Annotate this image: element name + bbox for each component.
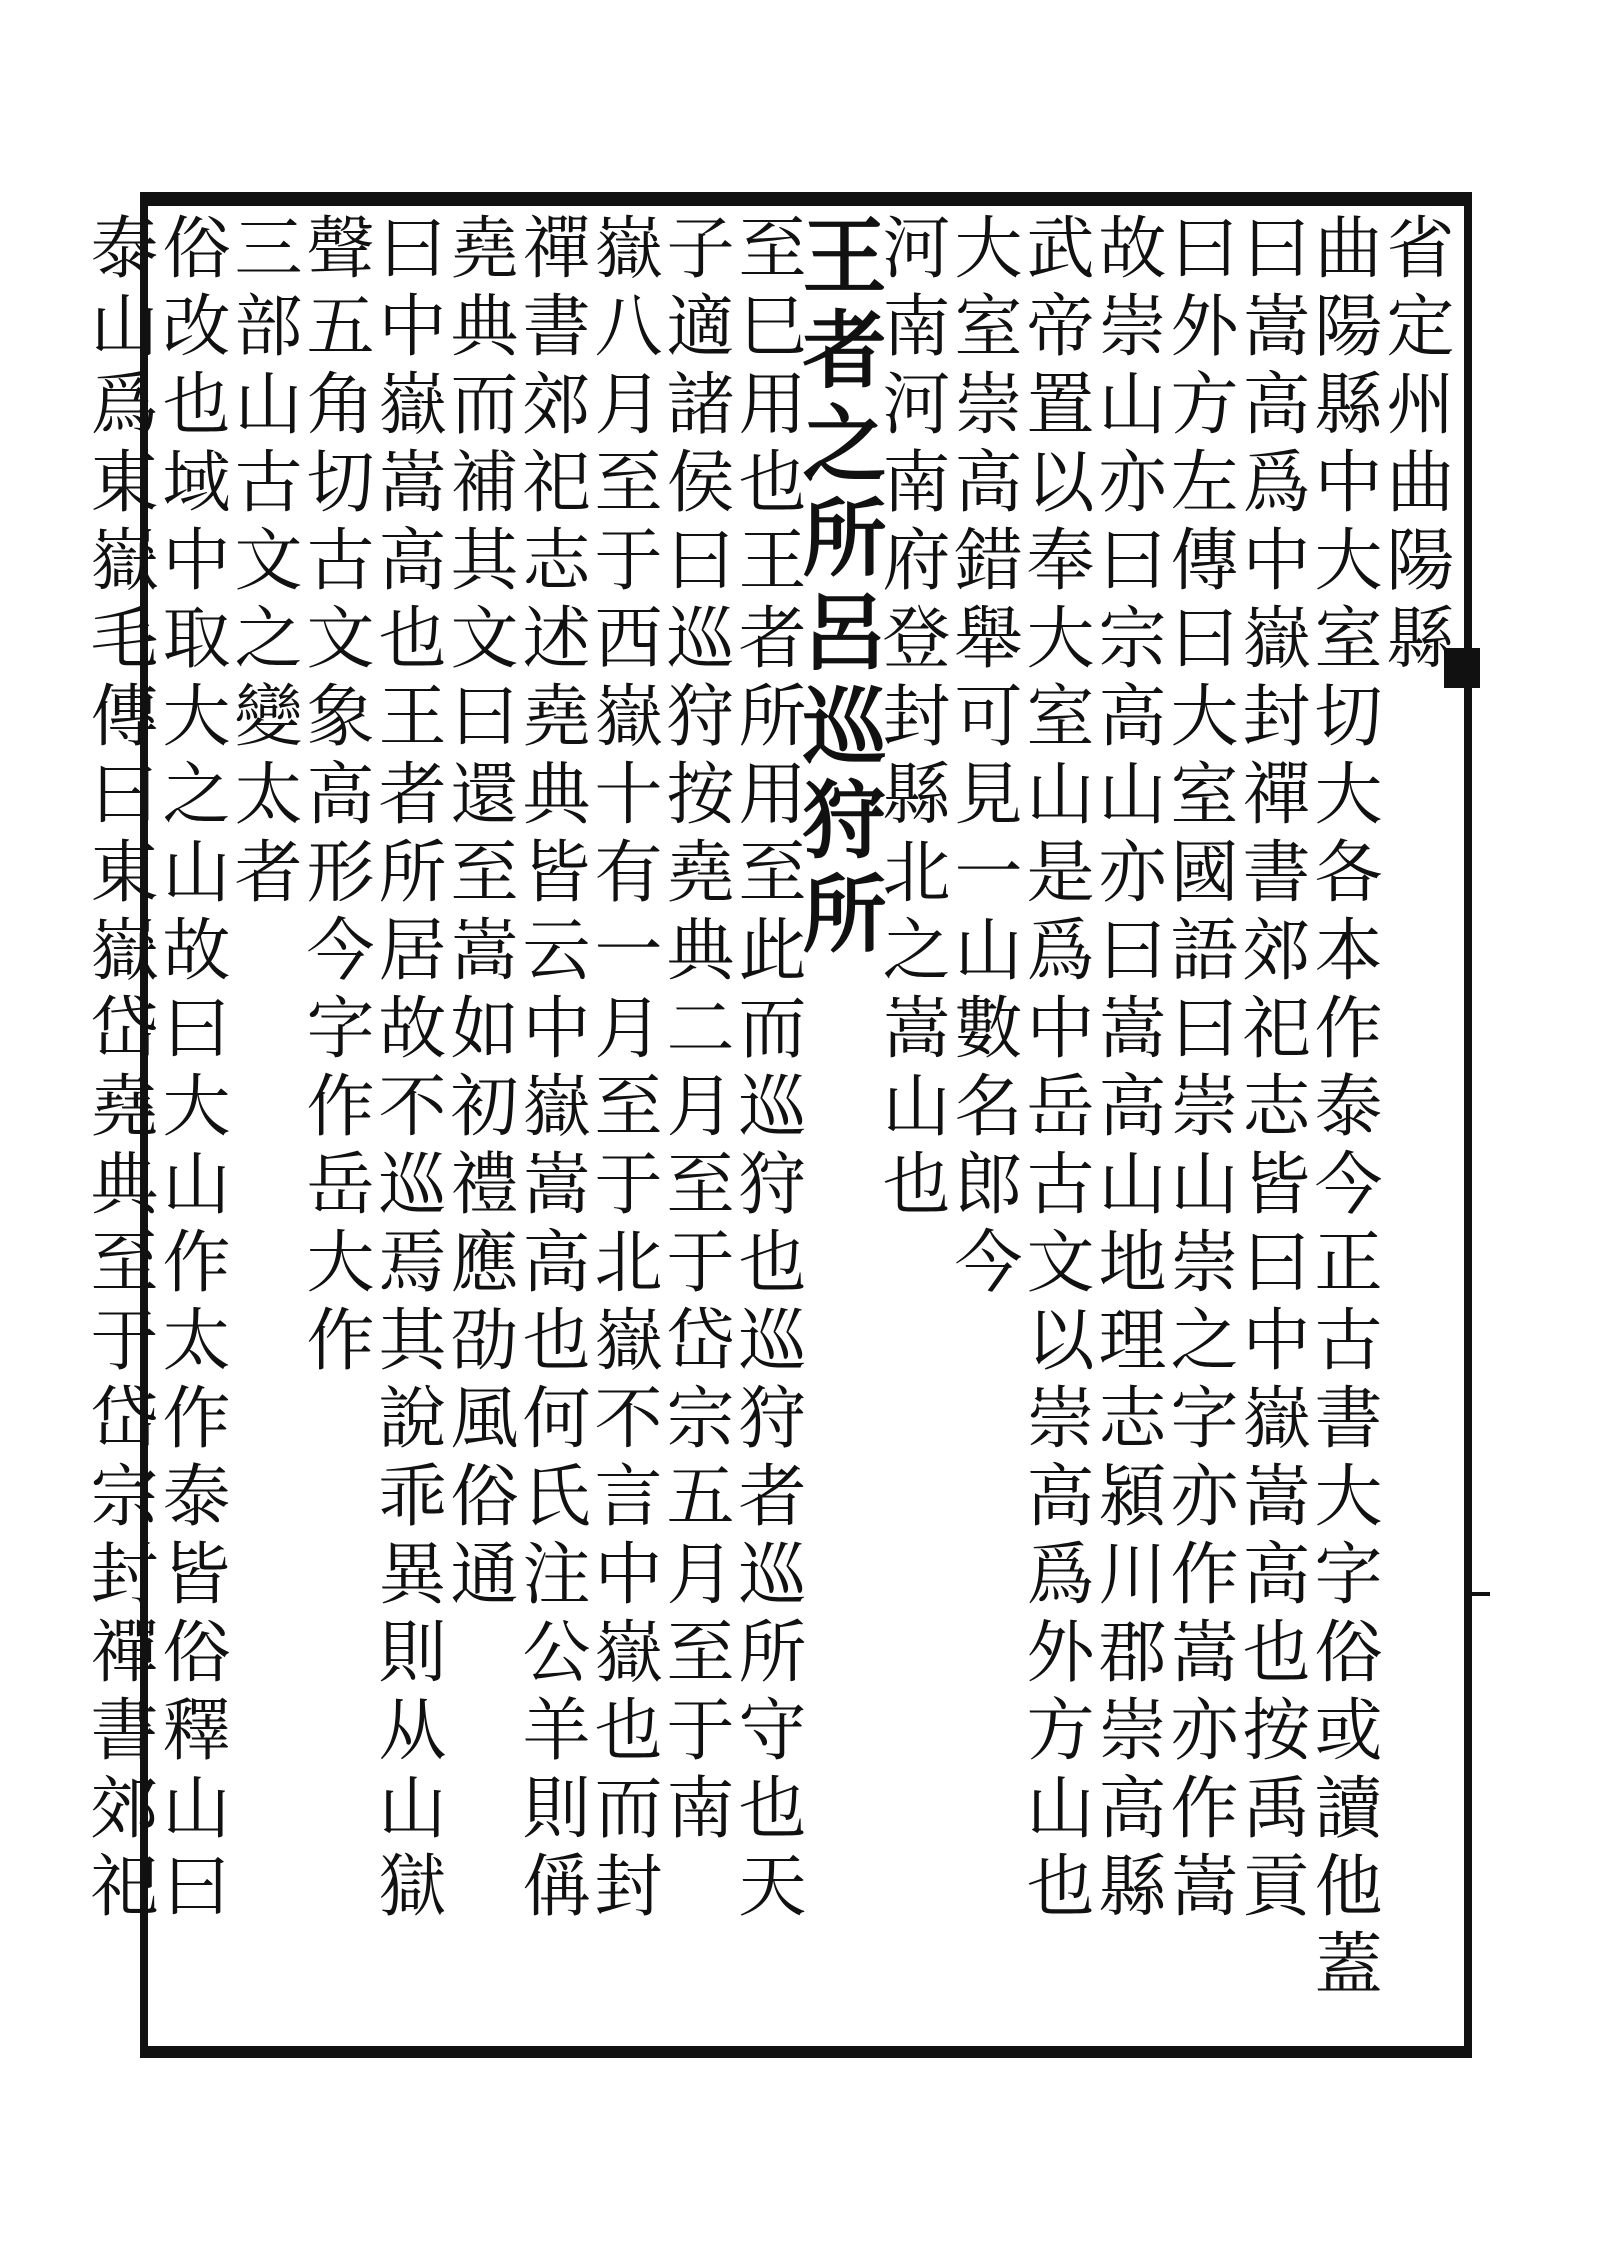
page-border-right [1464,192,1472,2058]
border-tick-mark [1472,1592,1490,1596]
text-column-17: 三部山古文之變太者 [223,212,302,914]
text-column-13: 禪書郊祀志述堯典皆云中嶽嵩高也何氏注公羊則偁 [511,212,590,1928]
text-column-8: 河南河南府登封縣北之嵩山也 [871,212,950,1226]
text-column-19: 泰山爲東嶽毛傳曰東嶽岱堯典至于岱宗封禪書郊祀 [79,212,158,1928]
text-column-18: 俗改也域中取大之山故曰大山作太作泰皆俗釋山曰 [151,212,230,1928]
text-column-5: 故崇山亦曰宗高山亦曰嵩高山地理志潁川郡崇高縣 [1087,212,1166,1928]
text-column-6: 武帝置以奉大室山是爲中岳古文以崇高爲外方山也 [1015,212,1094,1928]
text-column-2: 曲陽縣中大室切大各本作泰今正古書大字俗或讀他蓋 [1303,212,1382,2006]
text-column-9: 王者之所呂巡狩所 [789,212,888,964]
vertical-text-block [79,212,1454,2042]
text-column-16: 聲五角切古文象高形今字作岳大作 [295,212,374,1382]
text-column-7: 大室崇高錯舉可見一山數名郎今 [943,212,1022,1304]
text-column-14: 堯典而補其文曰還至嵩如初禮應劭風俗通 [439,212,518,1616]
text-column-3: 曰嵩高爲中嶽封禪書郊祀志皆曰中嶽嵩高也按禹貢 [1231,212,1310,1928]
page-border-bottom [140,2046,1472,2058]
text-column-15: 曰中嶽嵩高也王者所居故不巡焉其說乖異則从山獄 [367,212,446,1928]
text-column-12: 嶽八月至于西嶽十有一月至于北嶽不言中嶽也而封 [583,212,662,1928]
page-border-top [140,192,1472,206]
text-column-11: 子適諸侯曰巡狩按堯典二月至于岱宗五月至于南 [655,212,734,1850]
text-column-4: 曰外方左傳曰大室國語曰崇山崇之字亦作嵩亦作嵩 [1159,212,1238,1928]
text-column-10: 至巳用也王者所用至此而巡狩也巡狩者巡所守也天 [727,212,806,1928]
text-column-1: 省定州曲陽縣 [1375,212,1454,680]
